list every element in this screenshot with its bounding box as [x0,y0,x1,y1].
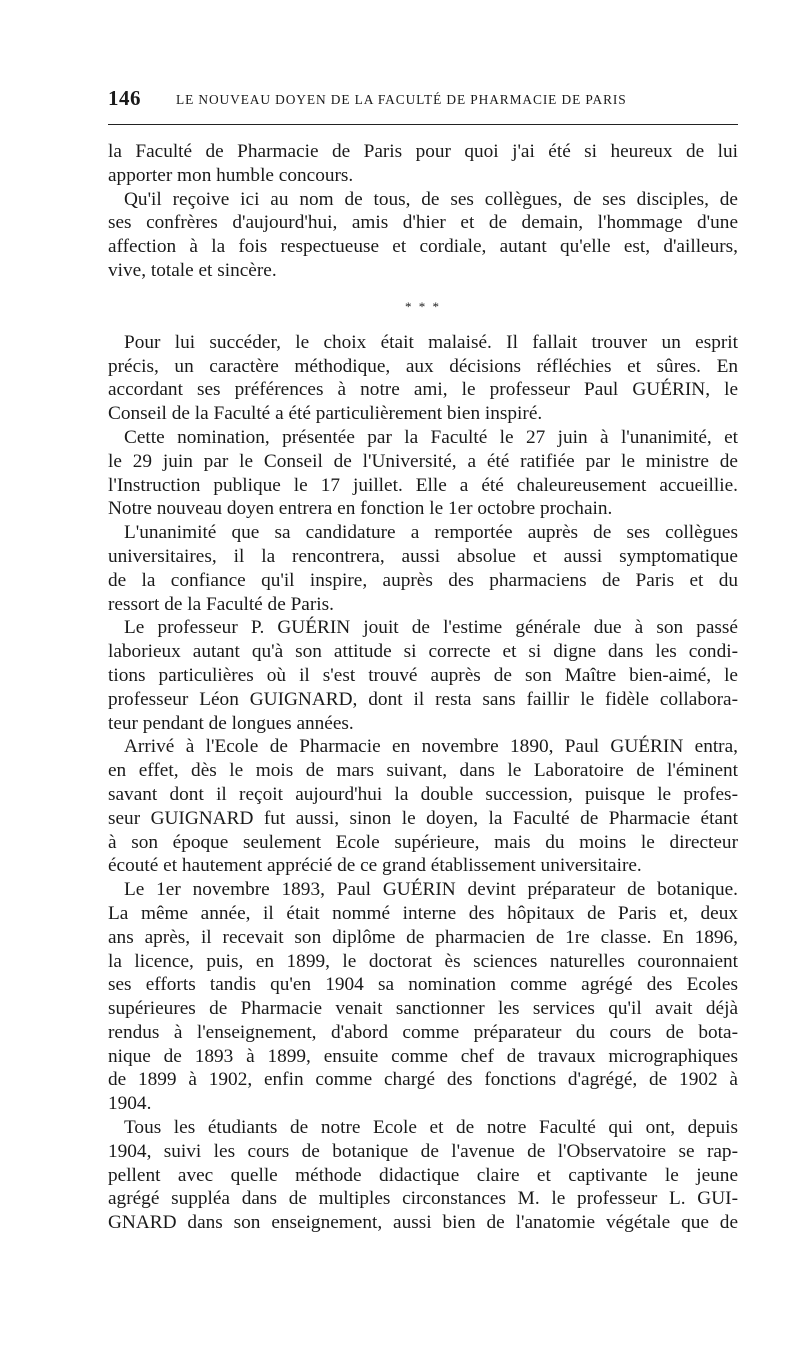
text-line: nique de 1893 à 1899, ensuite comme chef de travaux micrographiques [108,1045,738,1067]
text-line: la licence, puis, en 1899, le doctorat ès sciences naturelles couronnaient [108,950,738,972]
text-line: 1904, suivi les cours de botanique de l'avenue de l'Observatoire se rap- [108,1140,738,1162]
text-line: en effet, dès le mois de mars suivant, dans le Laboratoire de l'éminent [108,760,738,782]
running-title: LE NOUVEAU DOYEN DE LA FACULTÉ DE PHARMACIE DE PARIS [176,92,627,107]
body-text [108,140,738,1235]
text-line: Arrivé à l'Ecole de Pharmacie en novembre 1890, Paul GUÉRIN entra, [124,736,738,758]
text-line: seur GUIGNARD fut aussi, sinon le doyen, la Faculté de Pharmacie étant [108,807,738,829]
text-line: La même année, il était nommé interne des hôpitaux de Paris et, deux [108,902,738,924]
text-line: Conseil de la Faculté a été particulièrement bien inspiré. [108,403,543,425]
text-line: ressort de la Faculté de Paris. [108,593,334,615]
text-line: GNARD dans son enseignement, aussi bien de l'anatomie végétale que de [108,1212,738,1234]
text-line: pellent avec quelle méthode didactique claire et captivante le jeune [108,1164,738,1186]
text-line: Notre nouveau doyen entrera en fonction le 1er octobre prochain. [108,498,613,520]
text-line: ses efforts tandis qu'en 1904 sa nomination comme agrégé des Ecoles [108,974,738,996]
text-line: à son époque seulement Ecole supérieure, mais du moins le directeur [108,831,738,853]
text-line: teur pendant de longues années. [108,712,354,734]
section-ornament: * * * [405,298,441,314]
text-line: la Faculté de Pharmacie de Paris pour quoi j'ai été si heureux de lui [108,141,738,162]
page-header [108,86,738,126]
text-line: Qu'il reçoive ici au nom de tous, de ses collègues, de ses disciples, de [124,188,738,210]
text-line: Pour lui succéder, le choix était malaisé. Il fallait trouver un esprit [124,331,738,353]
text-line: Le 1er novembre 1893, Paul GUÉRIN devint préparateur de botanique. [124,879,738,901]
text-line: laborieux autant qu'à son attitude si correcte et si digne dans les condi- [108,641,738,663]
text-line: savant dont il reçoit aujourd'hui la double succession, puisque le profes- [108,783,738,805]
text-line: Cette nomination, présentée par la Faculté le 27 juin à l'unanimité, et [124,426,738,448]
text-line: Tous les étudiants de notre Ecole et de notre Faculté qui ont, depuis [124,1117,738,1139]
text-line: rendus à l'enseignement, d'abord comme préparateur du cours de bota- [108,1021,738,1043]
text-line: universitaires, il la rencontrera, aussi absolue et aussi symptomatique [108,545,738,567]
text-line: écouté et hautement apprécié de ce grand établissement universitaire. [108,855,642,877]
text-line: tions particulières où il s'est trouvé auprès de son Maître bien-aimé, le [108,664,738,686]
header-rule [108,124,738,125]
text-line: accordant ses préférences à notre ami, le professeur Paul GUÉRIN, le [108,379,738,401]
page-number: 146 [108,86,141,110]
text-line: apporter mon humble concours. [108,164,354,186]
text-line: vive, totale et sincère. [108,259,277,281]
text-line: de 1899 à 1902, enfin comme chargé des fonctions d'agrégé, de 1902 à [108,1069,738,1091]
text-line: affection à la fois respectueuse et cordiale, autant qu'elle est, d'ailleurs, [108,236,738,258]
text-line: de la confiance qu'il inspire, auprès des pharmaciens de Paris et du [108,569,738,591]
text-line: le 29 juin par le Conseil de l'Université, a été ratifiée par le ministre de [108,450,738,472]
text-line: ses confrères d'aujourd'hui, amis d'hier et de demain, l'hommage d'une [108,212,738,234]
text-line: supérieures de Pharmacie venait sanctionner les services qu'il avait déjà [108,998,738,1020]
text-line: l'Instruction publique le 17 juillet. Elle a été chaleureusement accueillie. [108,474,738,496]
text-line: L'unanimité que sa candidature a remportée auprès de ses collègues [124,522,738,544]
text-line: agrégé suppléa dans de multiples circonstances M. le professeur L. GUI- [108,1188,738,1210]
text-line: précis, un caractère méthodique, aux décisions réfléchies et sûres. En [108,355,738,377]
text-line: ans après, il recevait son diplôme de pharmacien de 1re classe. En 1896, [108,926,738,948]
text-line: professeur Léon GUIGNARD, dont il resta sans faillir le fidèle collabora- [108,688,738,710]
text-line: Le professeur P. GUÉRIN jouit de l'estime générale due à son passé [124,617,738,639]
text-line: 1904. [108,1093,152,1115]
